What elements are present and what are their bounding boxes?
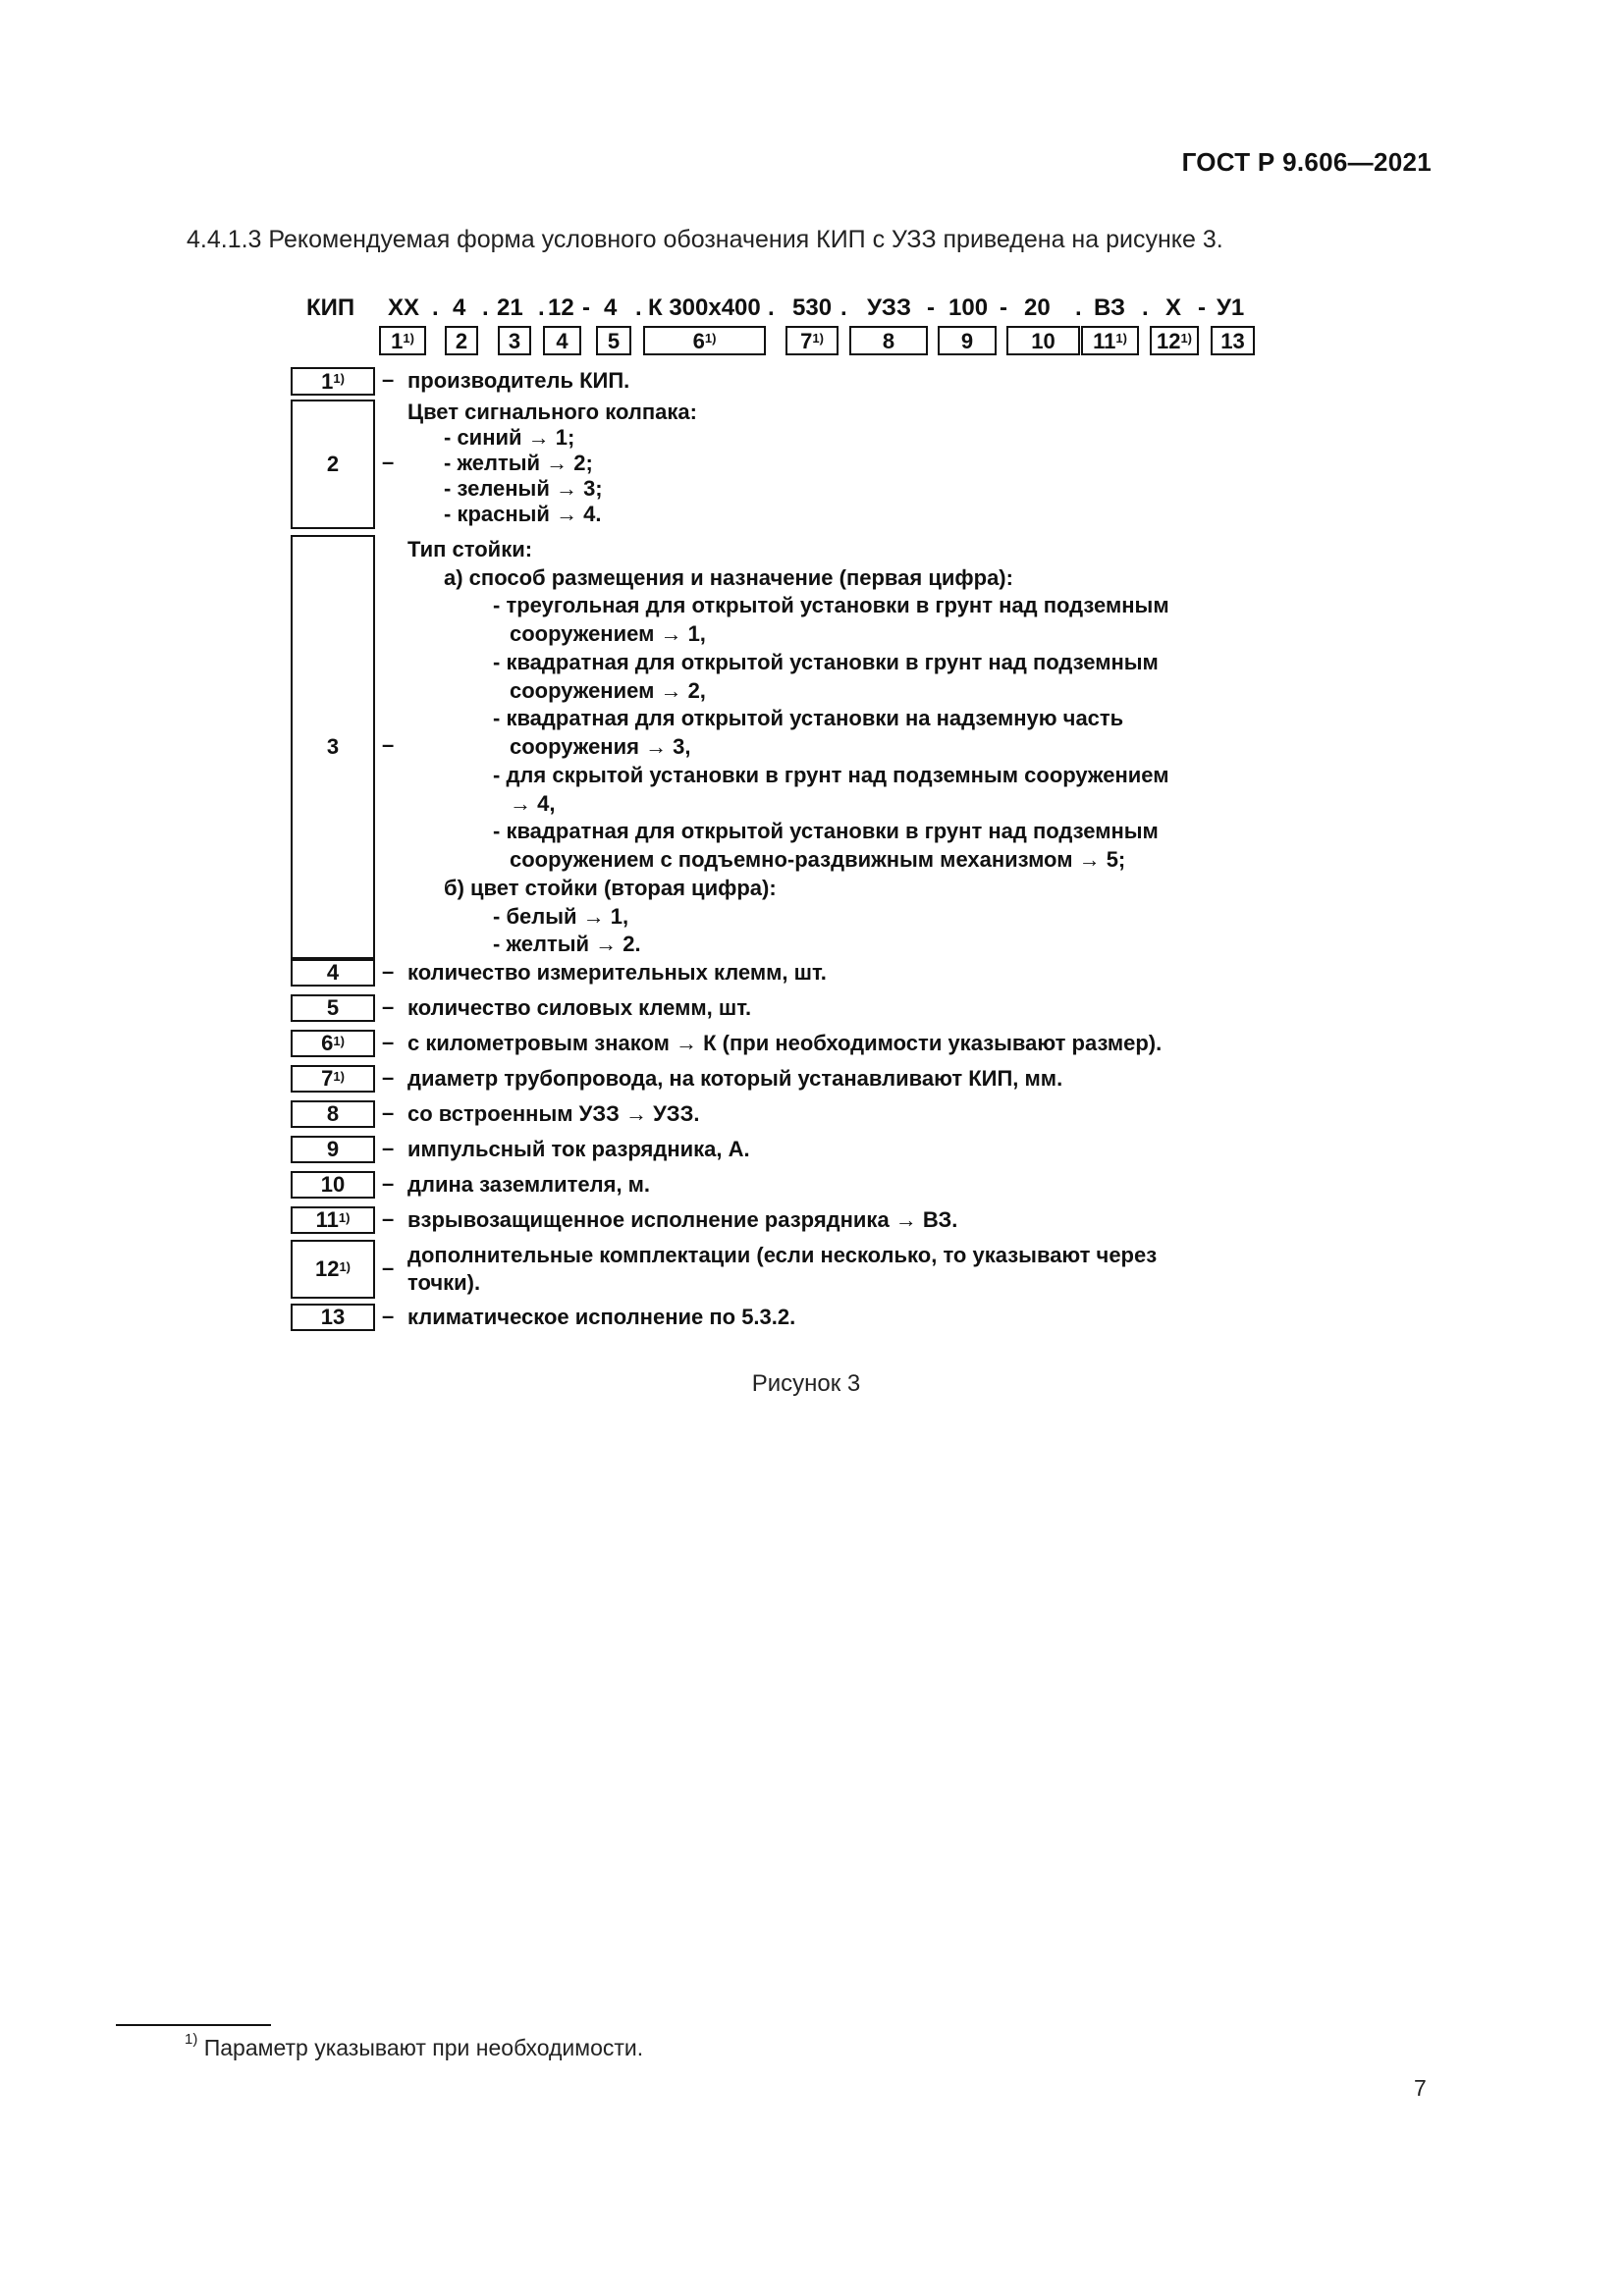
legend-dash: – <box>382 1206 395 1231</box>
legend-description: производитель КИП. <box>407 368 630 393</box>
legend-dash: – <box>382 450 395 474</box>
legend-dash: – <box>382 1255 395 1280</box>
parameter-box: 5 <box>596 326 631 355</box>
code-part: 530 <box>792 294 833 321</box>
legend-option: сооружения → 3, <box>510 734 691 759</box>
code-part: 100 <box>948 294 989 321</box>
legend-option: - квадратная для открытой установки в грунт над подземным <box>493 819 1159 843</box>
legend-description: с километровым знаком → К (при необходимости указывают размер). <box>407 1031 1163 1055</box>
parameter-box: 13 <box>1211 326 1255 355</box>
parameter-box: 8 <box>849 326 928 355</box>
legend-dash: – <box>382 1100 395 1125</box>
legend-option: сооружением с подъемно-раздвижным механизмом → 5; <box>510 847 1126 872</box>
footnote-text: Параметр указывают при необходимости. <box>197 2035 644 2060</box>
legend-option: - треугольная для открытой установки в грунт над подземным <box>493 593 1169 617</box>
code-part: . <box>840 294 847 321</box>
code-part: XX <box>388 294 420 321</box>
code-part: К 300x400 <box>648 294 761 321</box>
code-part: - <box>1000 294 1007 321</box>
parameter-box: 7$^{1)}$ <box>785 326 839 355</box>
legend-dash: – <box>382 994 395 1019</box>
parameter-box: 4 <box>543 326 581 355</box>
document-id: ГОСТ Р 9.606—2021 <box>1181 147 1432 177</box>
legend-number-box: 5 <box>291 994 375 1022</box>
legend-number-box: 13 <box>291 1304 375 1331</box>
code-part: - <box>582 294 590 321</box>
legend-dash: – <box>382 1030 395 1054</box>
legend-description: импульсный ток разрядника, А. <box>407 1137 750 1161</box>
legend-number-box: 12 $^{1)}$ <box>291 1240 375 1299</box>
legend-description: длина заземлителя, м. <box>407 1172 651 1197</box>
code-part: 21 <box>497 294 523 321</box>
code-part: Х <box>1165 294 1182 321</box>
legend-option: сооружением → 1, <box>510 621 706 646</box>
legend-description: количество измерительных клемм, шт. <box>407 960 827 985</box>
code-part: 12 <box>548 294 574 321</box>
legend-description: климатическое исполнение по 5.3.2. <box>407 1305 796 1329</box>
legend-description: со встроенным УЗЗ → УЗЗ. <box>407 1101 700 1126</box>
legend-option: сооружением → 2, <box>510 678 706 703</box>
code-part: . <box>482 294 489 321</box>
legend-number-box: 2 <box>291 400 375 529</box>
parameter-box: 6$^{1)}$ <box>643 326 766 355</box>
code-part: - <box>927 294 935 321</box>
legend-number-box: 6 $^{1)}$ <box>291 1030 375 1057</box>
legend-number-box: 3 <box>291 535 375 959</box>
legend-description: диаметр трубопровода, на который устанавливают КИП, мм. <box>407 1066 1063 1091</box>
legend-dash: – <box>382 1171 395 1196</box>
legend-option: а) способ размещения и назначение (первая цифра): <box>444 565 1013 590</box>
code-part: . <box>768 294 775 321</box>
legend-number-box: 4 <box>291 959 375 987</box>
parameter-box: 10 <box>1006 326 1080 355</box>
legend-dash: – <box>382 732 395 757</box>
legend-option: - белый → 1, <box>493 904 629 929</box>
intro-paragraph: 4.4.1.3 Рекомендуемая форма условного обозначения КИП с УЗЗ приведена на рисунке 3. <box>187 226 1223 253</box>
code-part: . <box>635 294 642 321</box>
code-part: УЗЗ <box>867 294 911 321</box>
legend-description: дополнительные комплектации (если несколько, то указывают через <box>407 1243 1158 1267</box>
code-part: 20 <box>1024 294 1051 321</box>
legend-dash: – <box>382 1065 395 1090</box>
legend-dash: – <box>382 1304 395 1328</box>
code-part: - <box>1198 294 1206 321</box>
code-part: У1 <box>1217 294 1245 321</box>
legend-number-box: 10 <box>291 1171 375 1199</box>
parameter-box: 2 <box>445 326 478 355</box>
legend-option: - для скрытой установки в грунт над подземным сооружением <box>493 763 1169 787</box>
code-part: . <box>1075 294 1082 321</box>
legend-option: → 4, <box>510 791 556 816</box>
legend-option: - красный → 4. <box>444 502 602 526</box>
legend-option: - квадратная для открытой установки на надземную часть <box>493 706 1124 730</box>
parameter-box: 12$^{1)}$ <box>1150 326 1199 355</box>
legend-number-box: 7 $^{1)}$ <box>291 1065 375 1093</box>
code-part: . <box>1142 294 1149 321</box>
legend-dash: – <box>382 959 395 984</box>
legend-number-box: 1 $^{1)}$ <box>291 367 375 396</box>
legend-option: - квадратная для открытой установки в грунт над подземным <box>493 650 1159 674</box>
code-part: . <box>538 294 545 321</box>
parameter-box: 3 <box>498 326 531 355</box>
legend-description: взрывозащищенное исполнение разрядника → ВЗ. <box>407 1207 958 1232</box>
legend-description: Тип стойки: <box>407 537 533 561</box>
footnote-marker: 1) <box>185 2031 198 2048</box>
parameter-box: 1$^{1)}$ <box>379 326 426 355</box>
legend-option: - синий → 1; <box>444 425 575 450</box>
code-part: . <box>432 294 439 321</box>
code-part: 4 <box>453 294 466 321</box>
legend-number-box: 11 $^{1)}$ <box>291 1206 375 1234</box>
legend-dash: – <box>382 367 395 392</box>
code-part: ВЗ <box>1094 294 1126 321</box>
footnote <box>185 2031 644 2061</box>
legend-option: - зеленый → 3; <box>444 476 603 501</box>
legend-description: точки). <box>407 1270 481 1295</box>
code-part: 4 <box>604 294 618 321</box>
legend-option: - желтый → 2. <box>493 932 641 956</box>
parameter-box: 11$^{1)}$ <box>1081 326 1139 355</box>
page-number: 7 <box>1414 2075 1427 2101</box>
legend-description: Цвет сигнального колпака: <box>407 400 697 424</box>
code-part: КИП <box>306 294 355 321</box>
legend-dash: – <box>382 1136 395 1160</box>
footnote-separator <box>116 2024 271 2026</box>
parameter-box: 9 <box>938 326 997 355</box>
legend-number-box: 9 <box>291 1136 375 1163</box>
legend-number-box: 8 <box>291 1100 375 1128</box>
legend-description: количество силовых клемм, шт. <box>407 995 752 1020</box>
figure-caption: Рисунок 3 <box>751 1370 861 1397</box>
legend-option: - желтый → 2; <box>444 451 593 475</box>
legend-option: б) цвет стойки (вторая цифра): <box>444 876 777 900</box>
